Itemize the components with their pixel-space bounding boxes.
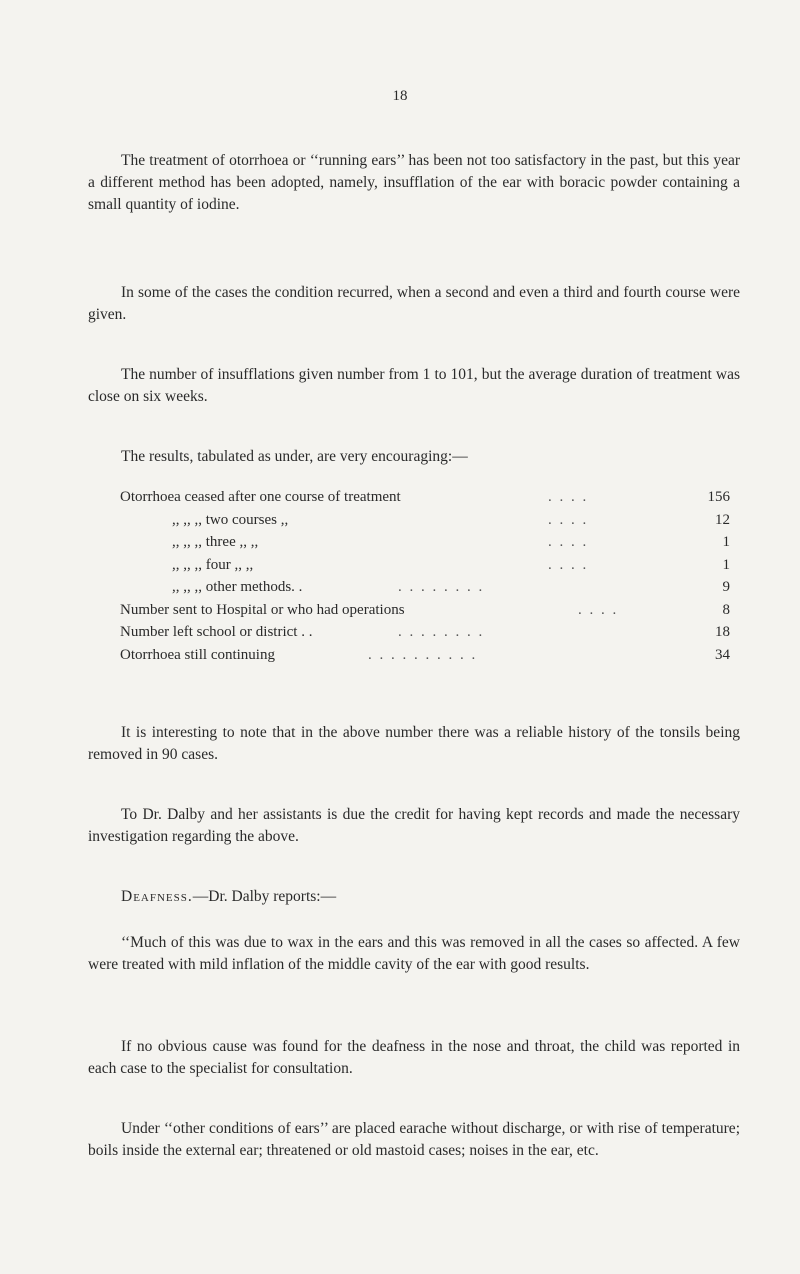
paragraph-tonsils: It is interesting to note that in the above number there was a reliable history of the tonsils being removed in 90 cases.: [88, 724, 740, 763]
paragraph-insufflations: The number of insufflations given number from 1 to 101, but the average duration of treatment was close on six weeks.: [88, 366, 740, 405]
page-number: 18: [392, 88, 408, 104]
row-value: 34: [715, 646, 730, 663]
deafness-heading: [88, 886, 740, 908]
paragraph-recurrence: In some of the cases the condition recurred, when a second and even a third and fourth course were given.: [88, 284, 740, 323]
table-row: [120, 554, 740, 577]
row-label: ,, ,, ,, two courses ,,: [172, 511, 289, 528]
leader-dots: . . . .: [578, 601, 619, 618]
row-label: ,, ,, ,, three ,, ,,: [172, 534, 259, 550]
deafness-intro: —Dr. Dalby reports:—: [192, 888, 337, 905]
leader-dots: . . . . . . . .: [398, 579, 485, 595]
leader-dots: . . . .: [548, 489, 589, 505]
row-value: 8: [722, 601, 730, 618]
row-value: 1: [722, 534, 730, 550]
leader-dots: . . . .: [548, 534, 589, 550]
results-table: [120, 486, 740, 666]
row-value: 18: [715, 624, 730, 640]
table-row: [120, 509, 740, 532]
row-label: ,, ,, ,, four ,, ,,: [172, 556, 254, 573]
leader-dots: . . . . . . . .: [398, 624, 485, 640]
row-value: 9: [722, 579, 730, 595]
row-value: 1: [722, 556, 730, 573]
table-row: [120, 531, 740, 554]
row-label: ,, ,, ,, other methods. .: [172, 579, 303, 595]
table-row: [120, 599, 740, 622]
row-value: 12: [715, 511, 730, 528]
leader-dots: . . . .: [548, 511, 589, 528]
leader-dots: . . . .: [548, 556, 589, 573]
deafness-label: Deafness.: [121, 888, 193, 905]
paragraph-specialist: If no obvious cause was found for the deafness in the nose and throat, the child was reported in each case to the specialist for consultation.: [88, 1038, 740, 1077]
table-row: [120, 621, 740, 644]
paragraph-credit: To Dr. Dalby and her assistants is due the credit for having kept records and made the necessary investigation regarding the above.: [88, 806, 740, 845]
paragraph-otorrhoea-treatment: The treatment of otorrhoea or ‘‘running ears’’ has been not too satisfactory in the past, but this year a different method has been adopted, namely, insufflation of the ear with boracic powder containing a small quantity of iodine.: [88, 152, 740, 213]
table-row: [120, 644, 740, 667]
row-value: 156: [707, 489, 730, 505]
paragraph-results-intro: The results, tabulated as under, are very encouraging:—: [121, 448, 468, 465]
row-label: Number sent to Hospital or who had operations: [120, 601, 405, 618]
paragraph-other-conditions: Under ‘‘other conditions of ears’’ are placed earache without discharge, or with rise of temperature; boils inside the external ear; threatened or old mastoid cases; noises in the ear, etc.: [88, 1120, 740, 1159]
row-label: Otorrhoea still continuing: [120, 646, 275, 663]
row-label: Number left school or district . .: [120, 624, 313, 640]
paragraph-wax: ‘‘Much of this was due to wax in the ears and this was removed in all the cases so affected. A few were treated with mild inflation of the middle cavity of the ear with good results.: [88, 934, 740, 973]
leader-dots: . . . . . . . . . .: [368, 646, 478, 663]
row-label: Otorrhoea ceased after one course of treatment: [120, 489, 401, 505]
table-row: [120, 576, 740, 599]
table-row: [120, 486, 740, 509]
